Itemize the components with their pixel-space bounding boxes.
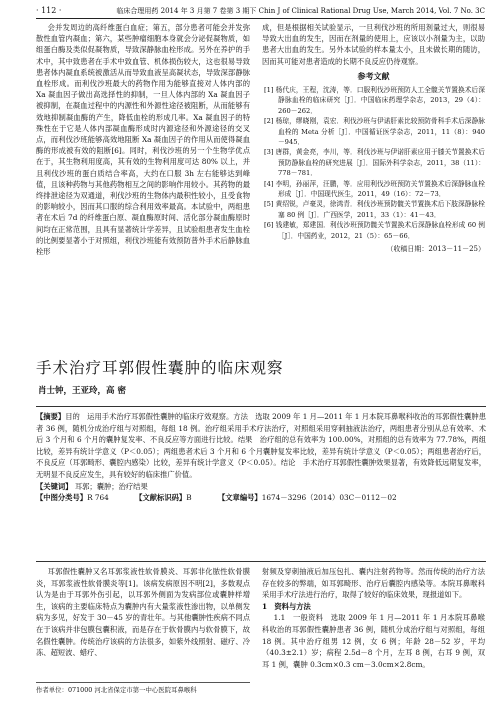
reference-item: [3] 唐群，黄金亮，李川，等．利伐沙班与伊诺肝素应用于膝关节置换术后预防静脉血栓的研究进展［J］．国际外科学杂志，2011，38（11）：778－781． [264, 148, 485, 178]
running-header [36, 6, 485, 19]
keywords-label: 【关键词】 [36, 481, 73, 491]
body-paragraph: 射频及穿刺抽液后加压包扎、囊内注射药物等。然而传统的治疗方法存在较多的弊端，如耳郭畸形、治疗后囊腔内感染等。本院耳鼻喉科采用手术疗法进行治疗，取得了较好的临床效果，现报道如下。 [262, 567, 485, 600]
article-authors: 肖士钟，王亚玲，高 密 [38, 386, 126, 396]
doc-code-label: 【文献标识码】 [135, 493, 187, 503]
abstract-top-rule [36, 406, 486, 407]
article-right-column [262, 566, 485, 670]
body-paragraph: 1.1 一般资料 选取 2009 年 1 月—2011 年 1 月本院耳鼻喉科收治的耳郭假性囊肿患者 36 例，随机分成治疗组与对照组，每组 18 例。其中治疗组男 12 例，女 6 例；年龄 28－52 岁，平均（40.3±2.1）岁；病程 2.5d－8 个月，左耳 8 例，右耳 9 例，双耳 1 例，囊肿 0.3cm×0.3 cm－3.0cm×2.8cm。 [262, 613, 485, 669]
abstract-paragraph [36, 411, 486, 481]
classification-line [36, 492, 486, 504]
previous-article-left-column [36, 22, 250, 257]
article-title: 手术治疗耳郭假性囊肿的临床观察 [36, 359, 284, 377]
abstract-block [36, 411, 486, 504]
reference-item: [6] 钱建敏，郑建国．利伐沙班预防髋关节置换术后深静脉血栓形成 60 例［J］．中国药业，2012，21（5）：65－66． [264, 221, 485, 240]
reference-item: [1] 杨代庆，王程，沈涛，等．口服利伐沙班预防人工全髋关节置换术后深静脉血栓的临床研究［J］．中国临床药理学杂志，2013，29（4）：260－262． [264, 86, 485, 115]
doc-code: B [186, 493, 192, 503]
journal-citation: 临床合理用药 2014 年 3 月第 7 卷第 3 期下 Chin J of Clinical Rational Drug Use, March 2014, Vol. 7 No. 3C [116, 7, 485, 15]
body-paragraph: 成，但是根据相关试验显示，一旦利伐沙班的所用剂量过大，则很易导致大出血的发生，因而在剂量的使用上，应该以小剂量为主，以助患者大出血的发生。另外本试验的样本量太小，且未做长期的随访，因而其可能对患者造成的长期不良反应仍待观察。 [262, 23, 485, 66]
received-date: （收稿日期：2013－11－25） [386, 245, 485, 254]
article-id: 1674－3296（2014）03C－0112－02 [261, 493, 397, 503]
body-paragraph: 耳郭假性囊肿又名耳郭浆液性软骨膜炎、耳郭非化脓性软骨膜炎，耳郭浆液性软骨膜炎等[1]。该病发病原因不明[2]，多数观点认为是由于耳郭外伤引起，以耳郭外侧面为发病部位或囊肿样增生，该病的主要临床特点为囊肿内有大量浆液性渗出物，以单侧发病为多见，好发于 30－45 岁的青壮年。与其他囊肿性疾病不同点在于该病并非包膜包囊积液，而是存在于软骨膜内与软骨膜下，故名假性囊肿。传统治疗该病的方法很多，如紫外线照射、磁疗、冷冻、超短波、蜡疗、 [36, 567, 250, 658]
page-number: · 112 · [36, 6, 62, 15]
abstract-text: 目的 运用手术治疗耳郭假性囊肿的临床疗效观察。方法 选取 2009 年 1 月—2011 年 1 月本院耳鼻喉科收治的耳郭假性囊肿患者 36 例，随机分成治疗组与对照组，每组 18 例。治疗组采用手术疗法治疗，对照组采用穿刺抽液法治疗，两组患者分别从总有效率、术后 3 个月和 6 个月的囊肿复发率、不良反应等方面进行比较。结果 治疗组的总有效率为 100.00%，对照组的总有效率为 77.78%，两组比较，差异有统计学意义（P＜0.05）；两组患者术后 3 个月和 6 个月囊肿复发率比较，差异有统计学意义（P＜0.05）；两组患者治疗后，不良反应（耳郭畸形、囊腔内感染）比较，差异有统计学意义（P＜0.05）。结论 手术治疗耳郭假性囊肿效果显著，有效降低远期复发率，无明显不良反应发生，具有较好的临床推广价值。 [36, 412, 486, 479]
body-paragraph: 会并发周边的高纤维蛋白血症；第五，部分患者可能会并发弥散性血管内凝血；第六，某些肿瘤细胞本身就会分泌促凝物质，如组蛋白酶及类似促凝物质，导致深静脉血栓形成。另外在养护的手术中，其中致患者在手术中致血管、机体损伤较大，这也很易导致患者体内凝血系统被激活从而导致血液呈高凝状态，导致深部静脉血栓形成。而利伐沙班最大的药物作用为能够直接对人体内部的 Xa 凝血因子做出高选择性的抑制，一旦人体内部的 Xa 凝血因子被抑制，在凝血过程中的内源性和外源性途径被阻断，从而能够有效地抑制凝血酶的产生，降低血栓的形成几率。Xa 凝血因子的特殊性在于它是人体内部凝血酶形成时内源途径和外源途径的交叉点，而利伐沙班能够高效地阻断 Xa 凝血因子的作用从而使得凝血酶的形成被有效的阻断[6]。同时，利伐沙班的另一个生物学优点在于，其生物利用度高，其有效的生物利用度可达 80% 以上，并且利伐沙班的蛋白质结合率高，大约在口服 3h 左右能够达到峰值，且该种药物与其他药物相互之间的影响作用较小。其药物的最终排泄途径为双通道，利伐沙班的生物体内最积性较小，且受食物的影响较小，因而其口服的综合利用效率最高。本试验中，两组患者在术后 7d 的纤维蛋白原、凝血酶原时间、活化部分凝血酶原时间均在正常范围，且具有显著统计学差异，且试验组患者发生血栓的比例要显著小于对照组，利伐沙班能有效预防普外手术后静脉血栓形 [36, 23, 250, 257]
clc-code: R 764 [87, 493, 109, 503]
author-affiliation-footnote: 作者单位：071000 河北省保定市第一中心医院耳鼻喉科 [36, 682, 250, 694]
section-heading: 1 资料与方法 [262, 601, 311, 611]
references-heading: 参考文献 [357, 70, 390, 81]
article-id-label: 【文章编号】 [217, 493, 262, 503]
abstract-label: 【摘要】 [36, 412, 66, 421]
abstract-bottom-rule [36, 561, 486, 562]
article-left-column [36, 566, 250, 659]
reference-item: [2] 杨琼，缪晓刚，袁宏．利伐沙班与伊诺肝素比较预防骨科手术后深静脉血栓的 Meta 分析［J］．中国循证医学杂志，2011，11（8）：940－945． [264, 117, 485, 147]
clc-label: 【中图分类号】 [36, 493, 88, 503]
keywords: 耳郭；囊肿；治疗结果 [74, 481, 148, 491]
reference-item: [4] 李明，孙丽萍，汪鹏，等．应用利伐沙班预防关节置换术后深静脉血栓形成［J］．中国现代医生，2011，49（16）：72－73． [264, 179, 485, 199]
keywords-line [36, 481, 486, 493]
previous-article-right-column [262, 22, 485, 255]
reference-item: [5] 黄绍锐，卢豪灵，徐鸿青．利伐沙班预防髋关节置换术后下肢深静脉栓塞 80 例［J］．广西医学，2011，33（1）：41－43． [264, 200, 485, 219]
